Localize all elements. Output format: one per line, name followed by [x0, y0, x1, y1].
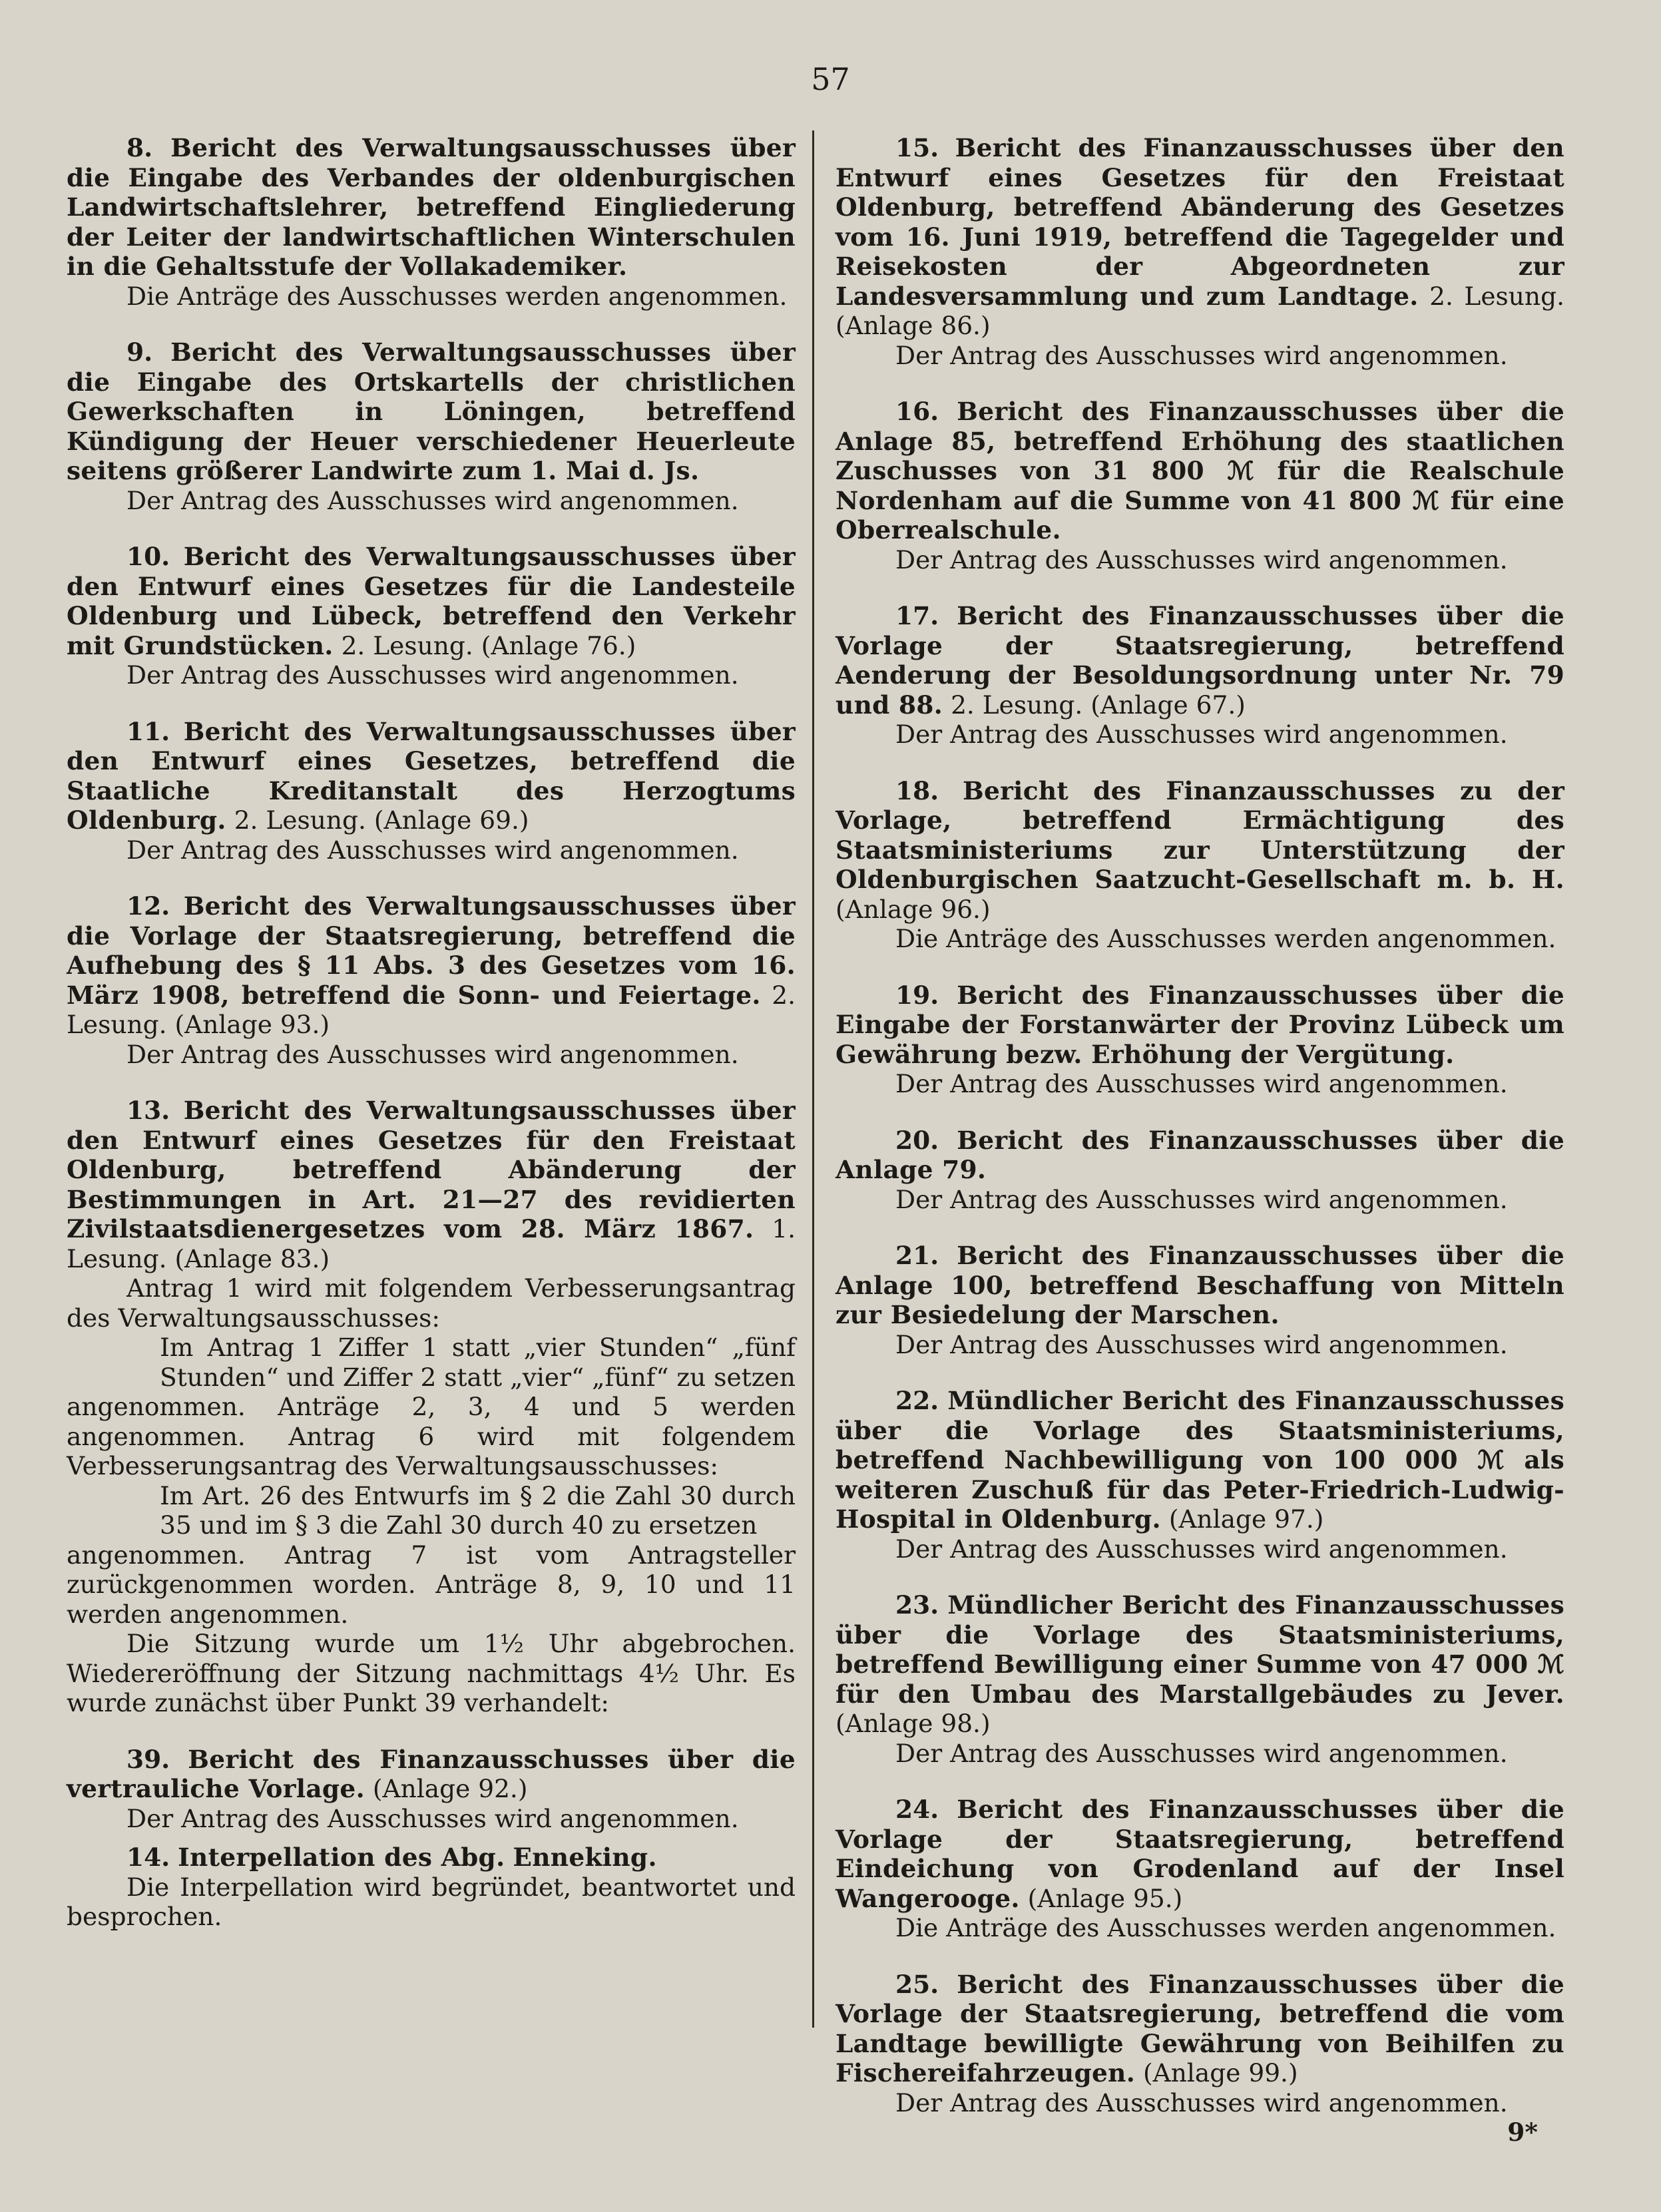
agenda-item-39	[67, 1745, 796, 1804]
item-number: 8.	[126, 133, 153, 162]
right-column	[835, 133, 1564, 2147]
session-note: Die Sitzung wurde um 1½ Uhr abgebrochen. Wiedereröffnung der Sitzung nachmittags 4½ Uhr. Es wurde zunächst über Punkt 39 verhandelt:	[67, 1629, 796, 1717]
item-title: Bericht des Verwaltungsausschusses über den Entwurf eines Gesetzes, betreffend die Staatliche Kreditanstalt des Herzogtums Oldenburg.	[67, 716, 796, 835]
item-title: Bericht des Finanzausschusses über die Anlage 85, betreffend Erhöhung des staatlichen Zuschusses von 31 800 ℳ für die Realschule Nordenham auf die Summe von 41 800 ℳ für eine Oberrealschule.	[835, 397, 1564, 545]
item-number: 17.	[895, 601, 939, 630]
item-title: Bericht des Finanzausschusses über die Vorlage der Staatsregierung, betreffend die vom Landtage bewilligte Gewährung von Beihilfen zu Fischereifahrzeugen.	[835, 1969, 1564, 2088]
agenda-item-21	[835, 1241, 1564, 1330]
item-result: Der Antrag des Ausschusses wird angenommen.	[895, 720, 1508, 749]
agenda-item-18	[835, 776, 1564, 925]
item-number: 16.	[895, 397, 939, 426]
agenda-item-23	[835, 1590, 1564, 1739]
agenda-item-17	[835, 601, 1564, 720]
agenda-item-15	[835, 133, 1564, 341]
agenda-item-19	[835, 981, 1564, 1070]
item-reading: (Anlage 96.)	[835, 894, 991, 924]
item-number: 24.	[895, 1795, 939, 1824]
item-result: Der Antrag des Ausschusses wird angenommen.	[895, 1069, 1508, 1098]
item-number: 22.	[895, 1386, 939, 1415]
item-title: Mündlicher Bericht des Finanzausschusses über die Vorlage des Staatsministeriums, betreffend Nachbewilligung von 100 000 ℳ als weiteren Zuschuß für das Peter-Friedrich-Ludwig-Hospital in Oldenburg.	[835, 1386, 1564, 1534]
item-number: 18.	[895, 775, 939, 805]
item-reading: (Anlage 95.)	[1027, 1883, 1183, 1913]
item-reading: 2. Lesung. (Anlage 76.)	[341, 630, 636, 660]
item-reading: (Anlage 98.)	[835, 1709, 991, 1738]
item-title: Bericht des Verwaltungsausschusses über den Entwurf eines Gesetzes für den Freistaat Oldenburg, betreffend Abänderung der Bestimmungen in Art. 21—27 des revidierten Zivilstaatsdienergesetzes vom 28. März 1867.	[67, 1096, 796, 1243]
item-result: Die Anträge des Ausschusses werden angenommen.	[895, 1913, 1556, 1942]
item-result: Der Antrag des Ausschusses wird angenommen.	[895, 1184, 1508, 1214]
item-number: 20.	[895, 1125, 939, 1155]
item-number: 23.	[895, 1590, 939, 1620]
item-number: 13.	[126, 1096, 170, 1125]
agenda-item-14	[67, 1843, 796, 1873]
item-title: Bericht des Finanzausschusses über die Anlage 79.	[835, 1125, 1564, 1184]
item-number: 39.	[126, 1744, 170, 1774]
item-result: Die Anträge des Ausschusses werden angenommen.	[895, 924, 1556, 953]
item-reading: (Anlage 99.)	[1143, 2058, 1298, 2088]
item-result: Die Anträge des Ausschusses werden angenommen.	[126, 281, 788, 311]
agenda-item-9	[67, 337, 796, 486]
agenda-item-22	[835, 1386, 1564, 1534]
agenda-item-8	[67, 133, 796, 282]
agenda-item-11	[67, 717, 796, 835]
item-result: Der Antrag des Ausschusses wird angenommen.	[126, 485, 739, 515]
item-number: 11.	[126, 716, 170, 746]
item-reading: 1. Lesung. (Anlage 83.)	[67, 1214, 796, 1273]
item-result: Der Antrag des Ausschusses wird angenommen.	[895, 545, 1508, 574]
item-result: Der Antrag des Ausschusses wird angenommen.	[126, 1803, 739, 1833]
item-result: Der Antrag des Ausschusses wird angenommen.	[126, 660, 739, 690]
item-number: 19.	[895, 980, 939, 1010]
item-result: Der Antrag des Ausschusses wird angenommen.	[895, 340, 1508, 370]
item-title: Bericht des Finanzausschusses über die vertrauliche Vorlage.	[67, 1744, 796, 1803]
item-result: Der Antrag des Ausschusses wird angenommen.	[895, 1738, 1508, 1768]
item-title: Bericht des Verwaltungsausschusses über die Eingabe des Ortskartells der christlichen Gewerkschaften in Löningen, betreffend Kündigung der Heuer verschiedener Heuerleute seitens größerer Landwirte zum 1. Mai d. Js.	[67, 337, 796, 485]
item-title: Bericht des Finanzausschusses über die Vorlage der Staatsregierung, betreffend Aenderung der Besoldungsordnung unter Nr. 79 und 88.	[835, 601, 1564, 720]
item-title: Bericht des Finanzausschusses über den Entwurf eines Gesetzes für den Freistaat Oldenburg, betreffend Abänderung des Gesetzes vom 16. Juni 1919, betreffend die Tagegelder und Reisekosten der Abgeordneten zur Landesversammlung und zum Landtage.	[835, 133, 1564, 311]
item-reading: (Anlage 97.)	[1168, 1504, 1324, 1534]
item-number: 15.	[895, 133, 939, 162]
amendment-text: angenommen. Antrag 7 ist vom Antragsteller zurückgenommen worden. Anträge 8, 9, 10 und 11 werden angenommen.	[67, 1540, 796, 1629]
agenda-item-20	[835, 1126, 1564, 1185]
item-title: Bericht des Finanzausschusses über die Eingabe der Forstanwärter der Provinz Lübeck um Gewährung bezw. Erhöhung der Vergütung.	[835, 980, 1564, 1069]
amendment-quote: Im Antrag 1 Ziffer 1 statt „vier Stunden“ „fünf Stunden“ und Ziffer 2 statt „vier“ „fünf“ zu setzen	[160, 1333, 796, 1392]
agenda-item-10	[67, 542, 796, 660]
item-title: Bericht des Finanzausschusses über die Vorlage der Staatsregierung, betreffend Eindeichung von Grodenland auf der Insel Wangerooge.	[835, 1795, 1564, 1913]
item-result: Die Interpellation wird begründet, beantwortet und besprochen.	[67, 1872, 796, 1931]
signature-mark: 9*	[1507, 2117, 1538, 2147]
item-result: Der Antrag des Ausschusses wird angenommen.	[126, 835, 739, 865]
item-result: Der Antrag des Ausschusses wird angenommen.	[126, 1039, 739, 1069]
item-reading: 2. Lesung. (Anlage 93.)	[67, 980, 796, 1039]
item-number: 10.	[126, 542, 170, 571]
column-divider	[812, 130, 814, 2028]
item-reading: 2. Lesung. (Anlage 67.)	[951, 690, 1246, 720]
amendment-quote: Im Art. 26 des Entwurfs im § 2 die Zahl 30 durch 35 und im § 3 die Zahl 30 durch 40 zu ersetzen	[160, 1480, 796, 1540]
amendment-text: Antrag 1 wird mit folgendem Verbesserungsantrag des Verwaltungsausschusses:	[67, 1273, 796, 1333]
agenda-item-25	[835, 1970, 1564, 2088]
item-reading: 2. Lesung. (Anlage 86.)	[835, 281, 1564, 340]
agenda-item-13	[67, 1096, 796, 1273]
item-number: 9.	[126, 337, 153, 367]
item-reading: (Anlage 92.)	[372, 1774, 528, 1803]
item-title: Bericht des Verwaltungsausschusses über die Eingabe des Verbandes der oldenburgischen Landwirtschaftslehrer, betreffend Eingliederung der Leiter der landwirtschaftlichen Winterschulen in die Gehaltsstufe der Vollakademiker.	[67, 133, 796, 281]
deputy-name: Enneking.	[513, 1843, 657, 1872]
item-title: Interpellation des Abg.	[178, 1843, 505, 1872]
item-number: 12.	[126, 891, 170, 921]
item-title: Bericht des Verwaltungsausschusses über den Entwurf eines Gesetzes für die Landesteile Oldenburg und Lübeck, betreffend den Verkehr mit Grundstücken.	[67, 542, 796, 660]
left-column	[67, 133, 796, 1932]
agenda-item-12	[67, 891, 796, 1040]
item-title: Mündlicher Bericht des Finanzausschusses über die Vorlage des Staatsministeriums, betreffend Bewilligung einer Summe von 47 000 ℳ für den Umbau des Marstallgebäudes zu Jever.	[835, 1590, 1564, 1709]
page-number: 57	[811, 61, 850, 97]
agenda-item-24	[835, 1795, 1564, 1913]
item-title: Bericht des Finanzausschusses zu der Vorlage, betreffend Ermächtigung des Staatsministeriums zur Unterstützung der Oldenburgischen Saatzucht-Gesellschaft m. b. H.	[835, 775, 1564, 894]
amendment-text: angenommen. Anträge 2, 3, 4 und 5 werden angenommen. Antrag 6 wird mit folgendem Verbesserungsantrag des Verwaltungsausschusses:	[67, 1392, 796, 1480]
item-title: Bericht des Finanzausschusses über die Anlage 100, betreffend Beschaffung von Mitteln zur Besiedelung der Marschen.	[835, 1241, 1564, 1329]
item-result: Der Antrag des Ausschusses wird angenommen.	[895, 1329, 1508, 1359]
item-title: Bericht des Verwaltungsausschusses über die Vorlage der Staatsregierung, betreffend die Aufhebung des § 11 Abs. 3 des Gesetzes vom 16. März 1908, betreffend die Sonn- und Feiertage.	[67, 891, 796, 1010]
agenda-item-16	[835, 397, 1564, 545]
item-result: Der Antrag des Ausschusses wird angenommen.	[895, 2088, 1508, 2117]
item-number: 14.	[126, 1843, 170, 1872]
item-number: 21.	[895, 1241, 939, 1270]
item-reading: 2. Lesung. (Anlage 69.)	[234, 805, 529, 835]
item-number: 25.	[895, 1969, 939, 1999]
item-result: Der Antrag des Ausschusses wird angenommen.	[895, 1534, 1508, 1564]
